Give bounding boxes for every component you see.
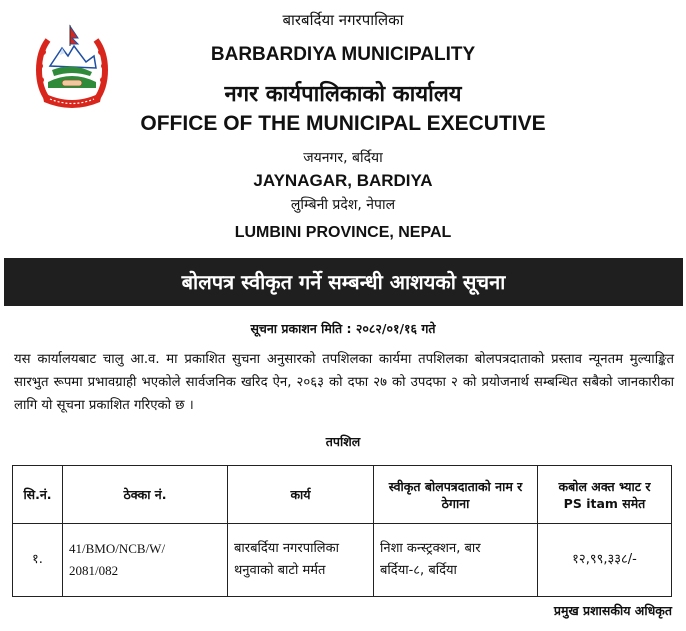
header-work: कार्य bbox=[228, 466, 374, 524]
header-bidder bbox=[374, 466, 538, 524]
header-amount-line1: कबोल अक्त भ्याट र bbox=[558, 478, 651, 494]
location-nepali: जयनगर, बर्दिया bbox=[303, 150, 383, 166]
cell-contract-number bbox=[63, 524, 228, 597]
province-nepali: लुम्बिनी प्रदेश, नेपाल bbox=[290, 197, 396, 213]
header-bidder-line1: स्वीकृत बोलपत्रदाताको नाम र bbox=[388, 478, 523, 494]
details-heading: तपशिल bbox=[325, 434, 361, 449]
cell-work-line1: बारबर्दिया नगरपालिका bbox=[234, 541, 339, 556]
publication-date: सूचना प्रकाशन मिति : २०८२/०१/१६ गते bbox=[250, 321, 436, 336]
municipality-name-nepali: बारबर्दिया नगरपालिका bbox=[282, 11, 404, 29]
header-contract-number: ठेक्का नं. bbox=[63, 466, 228, 524]
signatory-title: प्रमुख प्रशासकीय अधिकृत bbox=[553, 603, 672, 618]
header-bidder-line2: ठेगाना bbox=[441, 495, 470, 511]
office-name-english: OFFICE OF THE MUNICIPAL EXECUTIVE bbox=[140, 112, 546, 135]
cell-contract-number-line2: 2081/082 bbox=[69, 563, 119, 578]
cell-serial-number: १. bbox=[13, 524, 63, 597]
cell-bidder-line2: बर्दिया-८, बर्दिया bbox=[380, 563, 457, 578]
cell-contract-number-line1: 41/BMO/NCB/W/ bbox=[69, 541, 166, 556]
notice-body-paragraph: यस कार्यालयबाट चालु आ.व. मा प्रकाशित सुचना अनुसारको तपशिलका कार्यमा तपशिलका बोलपत्रदाताको प्रस्ताव न्यूनतम मुल्याङ्कित सारभुत रूपमा प्रभावग्राही भएकोले सार्वजनिक खरिद ऐन, २०६३ को दफा २७ को उपदफा २ को प्रयोजनार्थ सम्बन्धित सबैको जानकारीका लागि यो सूचना प्रकाशित गरिएको छ । bbox=[14, 352, 674, 413]
header-amount bbox=[538, 466, 672, 524]
cell-bidder-line1: निशा कन्स्ट्रक्शन, बार bbox=[380, 541, 481, 556]
cell-amount: १२,९९,३३८/- bbox=[538, 524, 672, 597]
table-row bbox=[13, 524, 672, 597]
table-header-row bbox=[13, 466, 672, 524]
cell-bidder bbox=[374, 524, 538, 597]
header-serial-number: सि.नं. bbox=[13, 466, 63, 524]
province-english: LUMBINI PROVINCE, NEPAL bbox=[234, 224, 452, 241]
cell-work bbox=[228, 524, 374, 597]
contract-details-table bbox=[12, 465, 672, 597]
cell-work-line2: थनुवाको बाटो मर्मत bbox=[234, 563, 326, 578]
header-amount-line2: PS itam समेत bbox=[563, 495, 646, 511]
notice-title-banner: बोलपत्र स्वीकृत गर्ने सम्बन्धी आशयको सूचना bbox=[4, 258, 683, 306]
location-english: JAYNAGAR, BARDIYA bbox=[253, 171, 433, 190]
office-name-nepali: नगर कार्यपालिकाको कार्यालय bbox=[224, 82, 462, 107]
municipality-name-english: BARBARDIYA MUNICIPALITY bbox=[210, 44, 476, 65]
